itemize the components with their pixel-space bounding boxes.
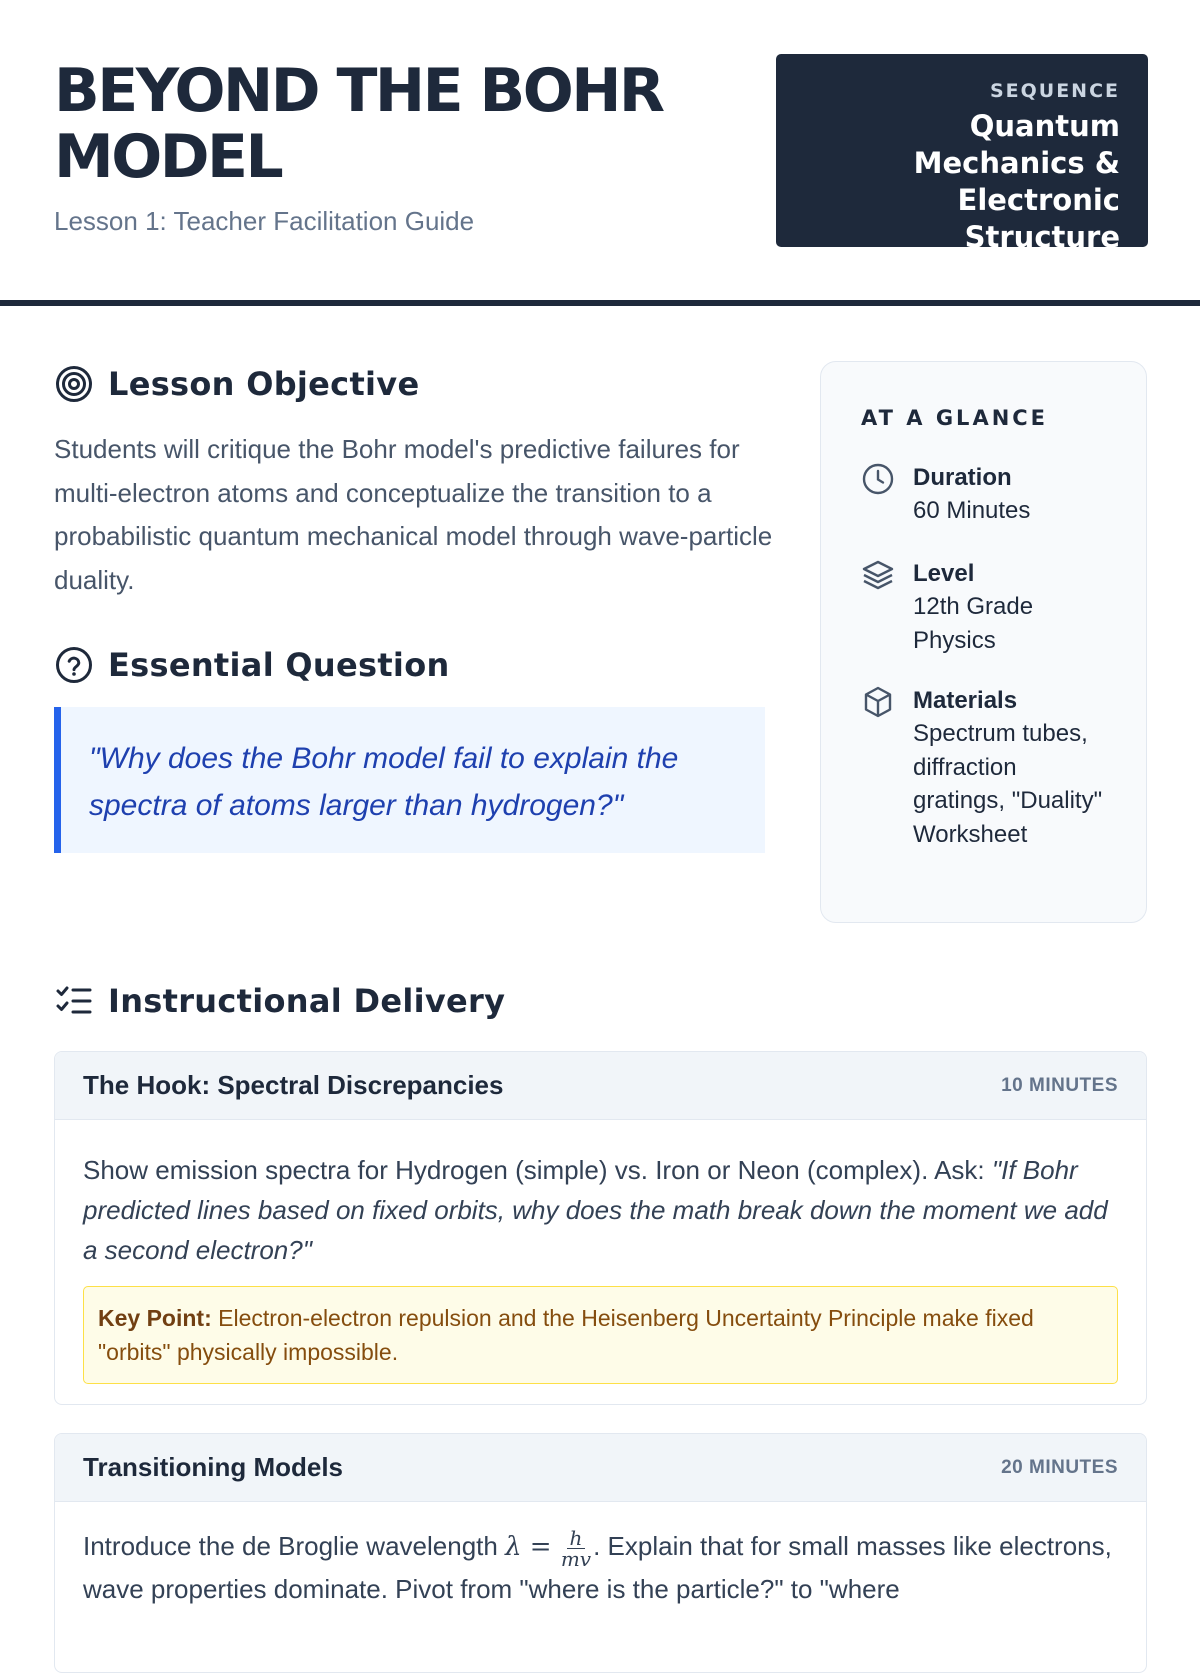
glance-value: 60 Minutes bbox=[913, 497, 1031, 524]
page-title: BEYOND THE BOHR MODEL bbox=[54, 56, 663, 192]
activity-body bbox=[55, 1502, 1146, 1635]
activity-title: The Hook: Spectral Discrepancies bbox=[83, 1070, 504, 1100]
page-header bbox=[54, 58, 754, 237]
sequence-box bbox=[776, 54, 1148, 254]
essential-question-heading-label: Essential Question bbox=[108, 646, 450, 684]
activity-card-header bbox=[55, 1434, 1146, 1502]
activity-text: Show emission spectra for Hydrogen (simple) vs. Iron or Neon (complex). Ask: bbox=[83, 1155, 992, 1185]
key-point-label: Key Point: bbox=[98, 1305, 212, 1331]
checklist-icon bbox=[54, 981, 94, 1021]
glance-item-duration bbox=[861, 462, 1111, 528]
activity-text-continued: . Explain that for small masses like electrons, wave properties dominate. Pivot from "where is the particle?" to "where bbox=[83, 1531, 1112, 1604]
at-a-glance-title: AT A GLANCE bbox=[861, 406, 1049, 430]
glance-label: Duration bbox=[913, 464, 1012, 491]
key-point-text: Electron-electron repulsion and the Heisenberg Uncertainty Principle make fixed "orbits" physically impossible. bbox=[98, 1305, 1034, 1365]
fraction-denominator: mv bbox=[560, 1546, 592, 1571]
objective-text: Students will critique the Bohr model's predictive failures for multi-electron atoms and conceptualize the transition to a probabilistic quantum mechanical model through wave-particle duality. bbox=[54, 434, 773, 595]
de-broglie-fraction bbox=[560, 1525, 592, 1571]
box-icon bbox=[861, 685, 895, 719]
sequence-label: SEQUENCE bbox=[989, 80, 1120, 102]
key-point-callout bbox=[83, 1286, 1118, 1384]
instructional-delivery-heading-label: Instructional Delivery bbox=[108, 982, 506, 1020]
de-broglie-formula-lhs: λ = bbox=[505, 1532, 552, 1562]
essential-question-heading bbox=[54, 645, 450, 685]
objective-heading-label: Lesson Objective bbox=[108, 365, 420, 403]
activity-card-transitioning bbox=[54, 1433, 1147, 1673]
activity-prompt: "If Bohr predicted lines based on fixed orbits, why does the math break down the moment we add a second electron?" bbox=[83, 1155, 1108, 1265]
glance-label: Materials bbox=[913, 687, 1018, 714]
activity-title: Transitioning Models bbox=[83, 1452, 344, 1482]
essential-question-text: "Why does the Bohr model fail to explain the spectra of atoms larger than hydrogen?" bbox=[89, 742, 679, 822]
activity-duration: 20 MINUTES bbox=[1001, 1456, 1118, 1478]
activity-duration: 10 MINUTES bbox=[1001, 1074, 1118, 1096]
layers-icon bbox=[861, 558, 895, 592]
clock-icon bbox=[861, 462, 895, 496]
instructional-delivery-heading bbox=[54, 981, 505, 1021]
glance-label: Level bbox=[913, 560, 975, 587]
activity-card-hook bbox=[54, 1051, 1147, 1405]
activity-card-header bbox=[55, 1052, 1146, 1120]
question-circle-icon bbox=[54, 645, 94, 685]
header-divider bbox=[0, 300, 1200, 306]
glance-item-materials bbox=[861, 685, 1111, 851]
at-a-glance-panel bbox=[820, 361, 1147, 923]
activity-body bbox=[55, 1120, 1146, 1405]
fraction-numerator: h bbox=[567, 1528, 586, 1549]
glance-value: Spectrum tubes, diffraction gratings, "Duality" Worksheet bbox=[913, 720, 1103, 848]
objective-heading bbox=[54, 364, 419, 404]
activity-text: Introduce the de Broglie wavelength bbox=[83, 1531, 506, 1561]
glance-value: 12th Grade Physics bbox=[913, 593, 1034, 654]
target-icon bbox=[54, 364, 94, 404]
glance-item-level bbox=[861, 558, 1111, 657]
essential-question-quote bbox=[54, 707, 765, 853]
page-subtitle: Lesson 1: Teacher Facilitation Guide bbox=[54, 206, 475, 236]
sequence-title: Quantum Mechanics & Electronic Structure bbox=[913, 109, 1120, 254]
